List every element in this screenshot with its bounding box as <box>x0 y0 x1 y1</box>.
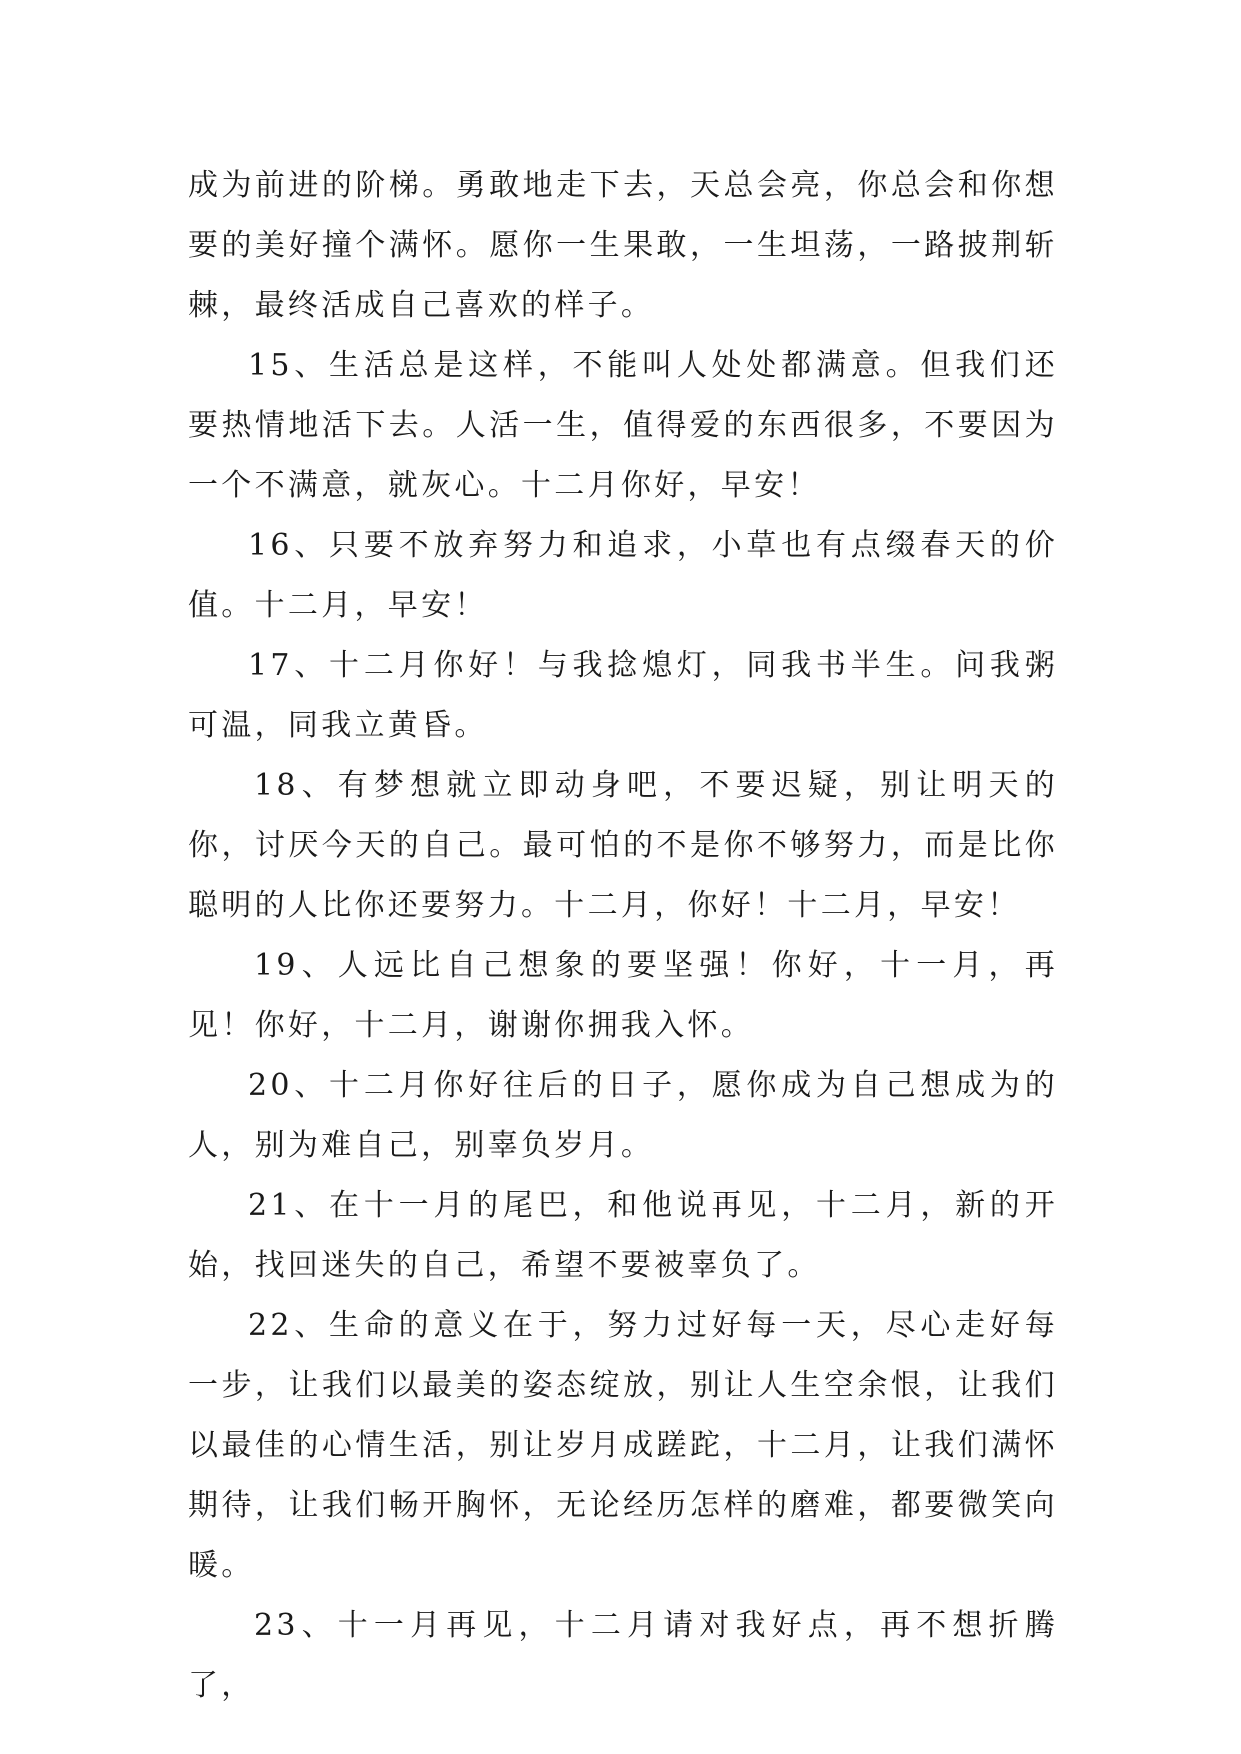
paragraph-21: 21、在十一月的尾巴，和他说再见，十二月，新的开始，找回迷失的自己，希望不要被辜负了。 <box>188 1188 1058 1283</box>
paragraph-22: 22、生命的意义在于，努力过好每一天，尽心走好每一步，让我们以最美的姿态绽放，别让人生空余恨，让我们以最佳的心情生活，别让岁月成蹉跎，十二月，让我们满怀期待，让我们畅开胸怀，无论经历怎样的磨难，都要微笑向暖。 <box>188 1308 1058 1583</box>
paragraph-23: 23、十一月再见，十二月请对我好点，再不想折腾了， <box>188 1608 1058 1703</box>
paragraph-15: 15、生活总是这样，不能叫人处处都满意。但我们还要热情地活下去。人活一生，值得爱的东西很多，不要因为一个不满意，就灰心。十二月你好，早安！ <box>188 348 1058 503</box>
paragraph-19: 19、人远比自己想象的要坚强！你好，十一月，再见！你好，十二月，谢谢你拥我入怀。 <box>188 948 1058 1043</box>
paragraph-continued: 成为前进的阶梯。勇敢地走下去，天总会亮，你总会和你想要的美好撞个满怀。愿你一生果敢，一生坦荡，一路披荆斩棘，最终活成自己喜欢的样子。 <box>188 168 1058 323</box>
body-text <box>188 156 1058 1716</box>
paragraph-18: 18、有梦想就立即动身吧，不要迟疑，别让明天的你，讨厌今天的自己。最可怕的不是你不够努力，而是比你聪明的人比你还要努力。十二月，你好！十二月，早安！ <box>188 768 1058 923</box>
paragraph-16: 16、只要不放弃努力和追求，小草也有点缀春天的价值。十二月，早安！ <box>188 528 1058 623</box>
paragraph-20: 20、十二月你好往后的日子，愿你成为自己想成为的人，别为难自己，别辜负岁月。 <box>188 1068 1058 1163</box>
paragraph-17: 17、十二月你好！与我捻熄灯，同我书半生。问我粥可温，同我立黄昏。 <box>188 648 1058 743</box>
